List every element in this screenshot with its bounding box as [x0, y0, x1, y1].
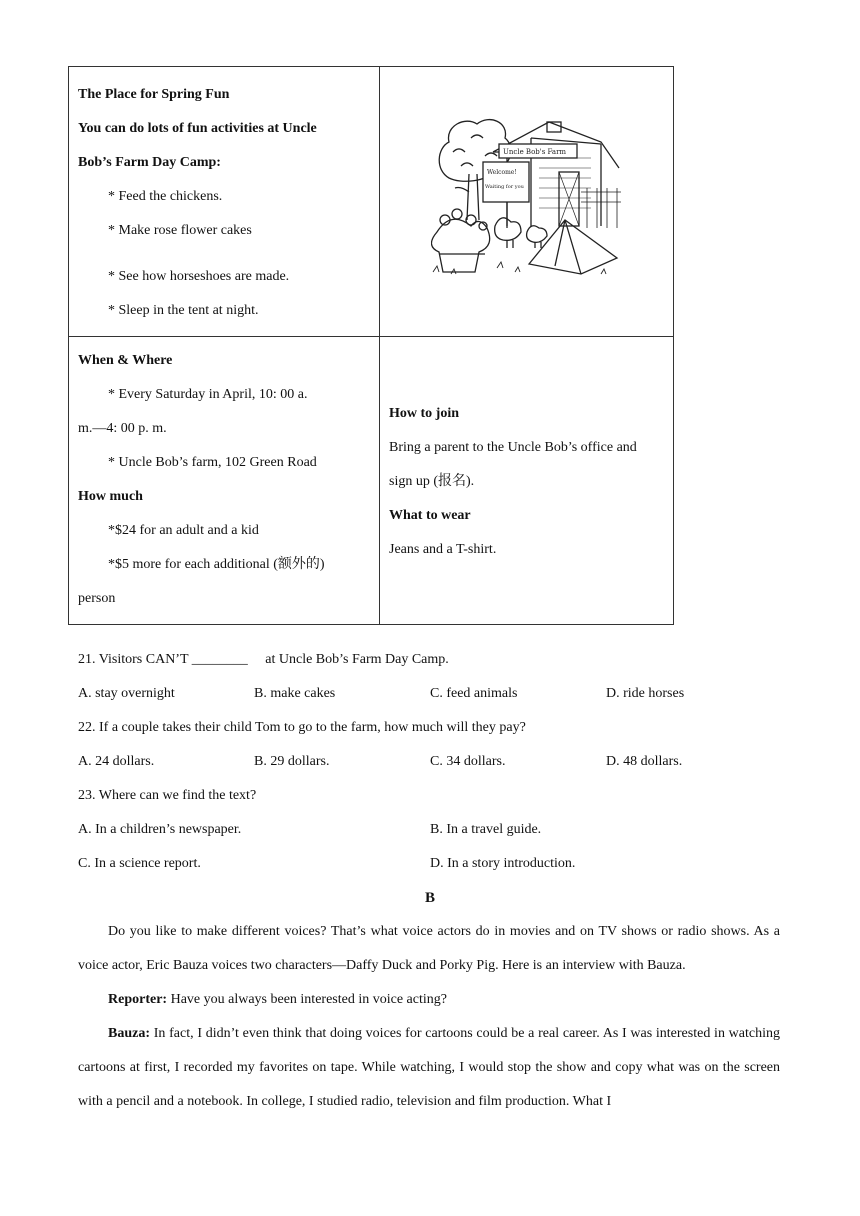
option[interactable]: D. ride horses	[606, 686, 685, 701]
option[interactable]: D. 48 dollars.	[606, 754, 683, 769]
price-line1: *$24 for an adult and a kid	[108, 523, 259, 538]
question-stem: 23. Where can we find the text?	[78, 788, 257, 803]
activity-item: * See how horseshoes are made.	[108, 269, 290, 284]
activities-cell	[69, 67, 380, 337]
picture-cell	[380, 67, 674, 337]
price-line2: *$5 more for each additional (额外的)	[108, 557, 325, 572]
activity-item: * Make rose flower cakes	[108, 223, 252, 238]
reporter-paragraph	[78, 983, 780, 1017]
how-much-heading: How much	[78, 489, 143, 504]
sign-waiting: Waiting for you	[484, 184, 524, 190]
question-stem: 21. Visitors CAN’T ________ at Uncle Bob’s Farm Day Camp.	[78, 652, 449, 667]
join-line2: sign up (报名).	[389, 474, 475, 489]
ad-intro-line1: You can do lots of fun activities at Uncle	[78, 121, 317, 136]
options-row	[78, 677, 798, 711]
option[interactable]: B. 29 dollars.	[254, 754, 330, 769]
option[interactable]: C. feed animals	[430, 686, 518, 701]
time-line2: m.—4: 00 p. m.	[78, 421, 167, 436]
ad-intro-line2: Bob’s Farm Day Camp:	[78, 155, 221, 170]
options-row	[78, 745, 798, 779]
time-line1: * Every Saturday in April, 10: 00 a.	[108, 387, 308, 402]
option[interactable]: A. 24 dollars.	[78, 754, 155, 769]
option[interactable]: A. stay overnight	[78, 686, 175, 701]
how-to-join-heading: How to join	[389, 406, 459, 421]
question-stem: 22. If a couple takes their child Tom to go to the farm, how much will they pay?	[78, 720, 526, 735]
info-cell	[69, 337, 380, 625]
intro-paragraph: Do you like to make different voices? That’s what voice actors do in movies and on TV shows or radio shows. As a voice actor, Eric Bauza voices two characters—Daffy Duck and Porky Pig. Here is an interview with Bauza.	[78, 924, 780, 973]
option[interactable]: C. 34 dollars.	[430, 754, 506, 769]
sign-welcome: Welcome!	[486, 169, 517, 176]
what-to-wear-heading: What to wear	[389, 508, 471, 523]
place-line: * Uncle Bob’s farm, 102 Green Road	[108, 455, 317, 470]
option[interactable]: B. In a travel guide.	[430, 822, 542, 837]
options-row	[78, 813, 798, 847]
option[interactable]: A. In a children’s newspaper.	[78, 822, 242, 837]
option[interactable]: D. In a story introduction.	[430, 856, 576, 871]
activity-item: * Feed the chickens.	[108, 189, 223, 204]
section-heading: B	[424, 890, 435, 906]
options-row	[78, 847, 798, 881]
ad-title: The Place for Spring Fun	[78, 87, 230, 102]
bauza-paragraph	[78, 1017, 780, 1119]
ad-table	[68, 66, 674, 625]
join-line1: Bring a parent to the Uncle Bob’s office and	[389, 440, 637, 455]
farm-illustration	[431, 108, 623, 280]
wear-text: Jeans and a T-shirt.	[389, 542, 497, 557]
bauza-text: In fact, I didn’t even think that doing voices for cartoons could be a real career. As I was interested in watching cartoons at first, I recorded my favorites on tape. While watching, I would stop the show and copy what was on the screen with a pencil and a notebook. In college, I studied radio, television and film production. What I	[78, 1026, 780, 1109]
option[interactable]: C. In a science report.	[78, 856, 201, 871]
activity-item: * Sleep in the tent at night.	[108, 303, 259, 318]
join-cell	[380, 337, 674, 625]
questions-area	[78, 643, 798, 1119]
when-where-heading: When & Where	[78, 353, 173, 368]
option[interactable]: B. make cakes	[254, 686, 336, 701]
price-line3: person	[78, 591, 116, 606]
sign-title: Uncle Bob's Farm	[502, 148, 566, 156]
bauza-label: Bauza:	[108, 1026, 150, 1041]
spacer	[78, 248, 370, 260]
reporter-text: Have you always been interested in voice acting?	[167, 992, 447, 1007]
reporter-label: Reporter:	[108, 992, 168, 1007]
